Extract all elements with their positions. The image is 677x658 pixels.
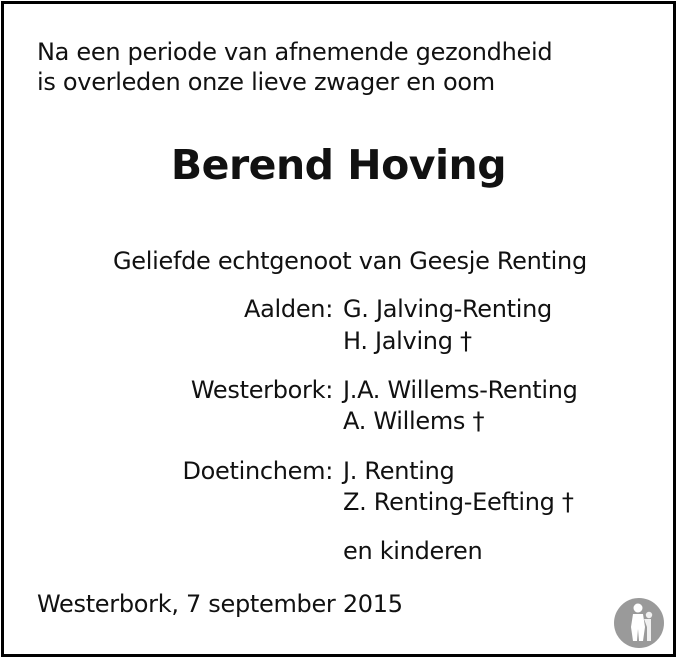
intro-line-1: Na een periode van afnemende gezondheid [37,38,553,66]
place-date: Westerbork, 7 september 2015 [37,590,403,618]
relative-place-aalden: Aalden: [244,295,333,323]
spouse-line: Geliefde echtgenoot van Geesje Renting [113,247,587,275]
relative-name: J. Renting [343,457,455,485]
relative-name: H. Jalving † [343,327,472,355]
intro-line-2: is overleden onze lieve zwager en oom [37,68,495,96]
relative-place-westerbork: Westerbork: [190,376,333,404]
memorial-logo-icon [613,597,665,649]
relative-name: Z. Renting-Eefting † [343,488,574,516]
relative-name: G. Jalving-Renting [343,295,552,323]
relative-name: J.A. Willems-Renting [343,376,578,404]
relative-place-doetinchem: Doetinchem: [182,457,333,485]
children-line: en kinderen [343,537,483,565]
relative-name: A. Willems † [343,407,485,435]
notice-border [1,1,676,657]
deceased-name: Berend Hoving [170,141,507,189]
